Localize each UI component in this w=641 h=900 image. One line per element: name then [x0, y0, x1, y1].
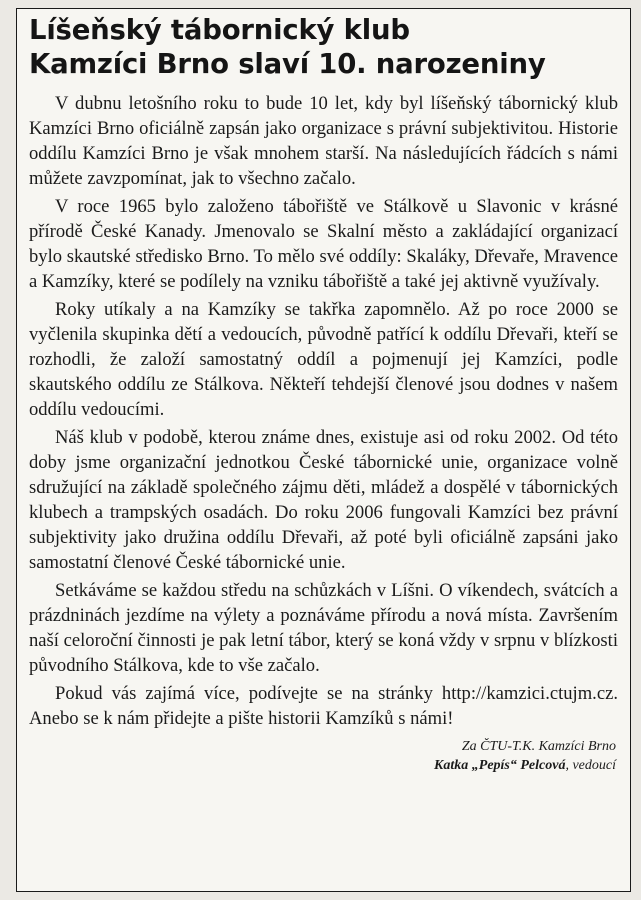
- signature-organization: Za ČTU-T.K. Kamzíci Brno: [461, 739, 616, 754]
- article-body: [29, 91, 618, 731]
- paragraph: V roce 1965 bylo založeno tábořiště ve Stálkově u Slavonic v krásné přírodě České Kanady. Jmenovalo se Skalní město a zakládající organizací bylo skautské středisko Brno. To mělo své oddíly: Skaláky, Dřevaře, Mravence a Kamzíky, které se podílely na vzniku tábořiště a také jej aktivně využívaly.: [29, 196, 618, 292]
- signature-author: [29, 756, 616, 775]
- paragraph: V dubnu letošního roku to bude 10 let, kdy byl líšeňský tábornický klub Kamzíci Brno oficiálně zapsán jako organizace s právní subjektivitou. Historie oddílu Kamzíci Brno je však mnohem starší. Na následujících řádcích s námi můžete zavzpomínat, jak to všechno začalo.: [29, 93, 618, 189]
- article-box: [16, 8, 631, 892]
- signature-role: , vedoucí: [565, 758, 616, 773]
- paragraph: Setkáváme se každou středu na schůzkách v Líšni. O víkendech, svátcích a prázdninách jezdíme na výlety a poznáváme přírodu a nová místa. Završením naší celoroční činnosti je pak letní tábor, který se koná vždy v srpnu v blízkosti původního Stálkova, kde to vše začalo.: [29, 580, 618, 676]
- paragraph: Pokud vás zajímá více, podívejte se na stránky http://kamzici.ctujm.cz. Anebo se k nám přidejte a pište historii Kamzíků s námi!: [29, 683, 618, 729]
- paragraph: Roky utíkaly a na Kamzíky se takřka zapomnělo. Až po roce 2000 se vyčlenila skupinka dětí a vedoucích, původně patřící k oddílu Dřevaři, kteří se rozhodli, že založí samostatný oddíl a pojmenují jej Kamzíci, podle skautského oddílu ze Stálkova. Někteří tehdejší členové jsou dodnes v našem oddílu vedoucími.: [29, 299, 618, 420]
- signature-name: Katka „Pepís“ Pelcová: [434, 758, 566, 773]
- article-title-line-2: Kamzíci Brno slaví 10. narozeniny: [29, 48, 546, 80]
- signature: [29, 737, 618, 775]
- article-title: [29, 13, 618, 81]
- paragraph: Náš klub v podobě, kterou známe dnes, existuje asi od roku 2002. Od této doby jsme organizační jednotkou České tábornické unie, organizace volně sdružující na základě společného zájmu děti, mládež a dospělé v tábornických klubech a trampských osadách. Do roku 2006 fungovali Kamzíci bez právní subjektivity jako družina oddílu Dřevaři, až poté byli oficiálně zapsáni jako samostatní členové České tábornické unie.: [29, 427, 618, 573]
- article-title-line-1: Líšeňský tábornický klub: [29, 14, 410, 46]
